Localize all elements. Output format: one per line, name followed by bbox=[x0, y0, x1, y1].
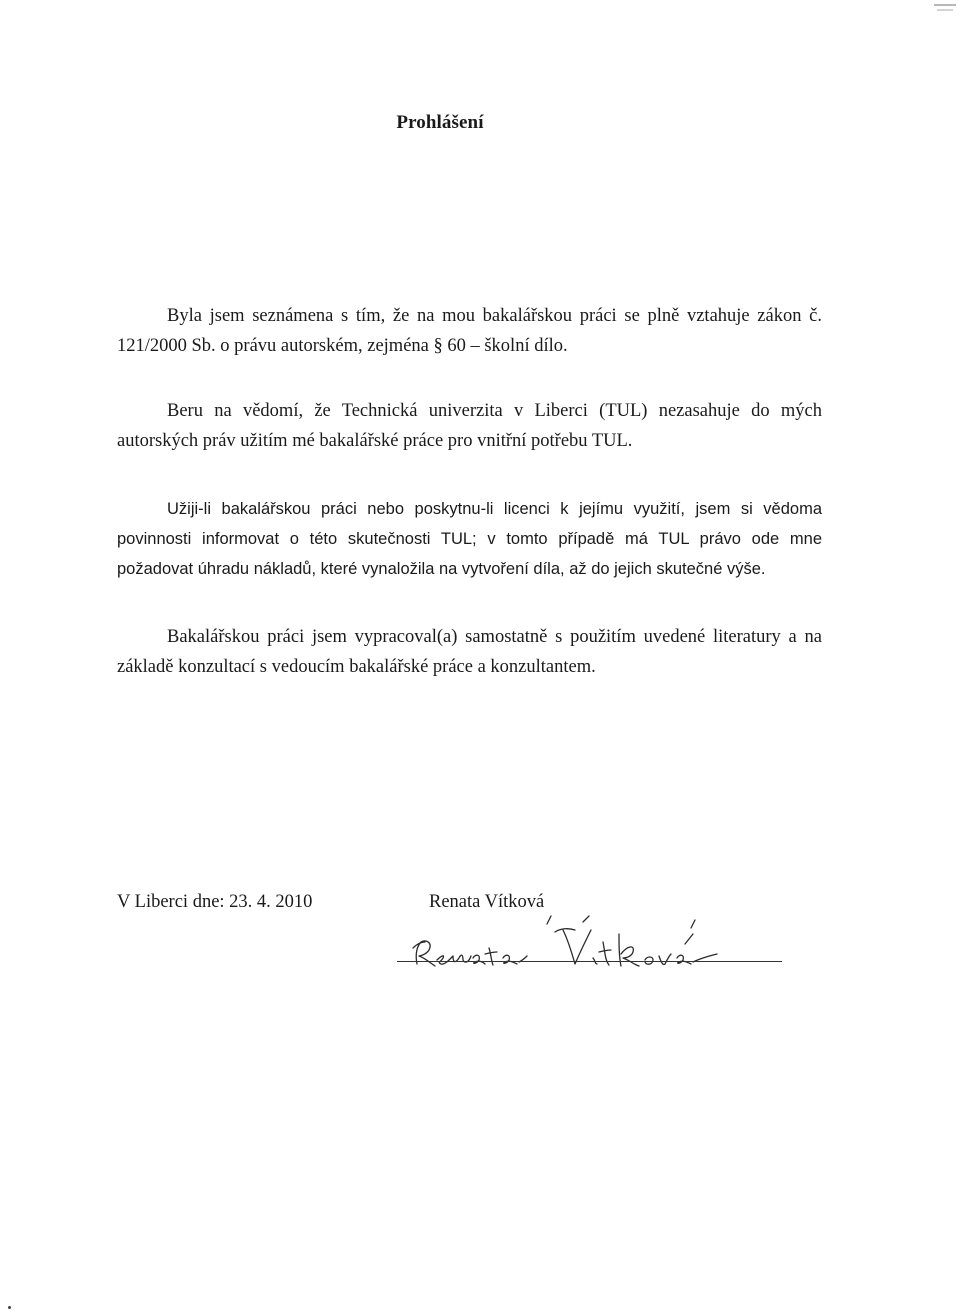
place-and-date: V Liberci dne: 23. 4. 2010 bbox=[117, 892, 313, 912]
scan-dot-artifact bbox=[8, 1306, 11, 1309]
paragraph-line: povinnosti informovat o této skutečnosti TUL; v tomto případě má TUL právo ode mne bbox=[117, 530, 822, 548]
paragraph-independent-work bbox=[117, 622, 822, 682]
document-title: Prohlášení bbox=[396, 112, 484, 133]
paragraph-line: 121/2000 Sb. o právu autorském, zejména § 60 – školní dílo. bbox=[117, 336, 568, 356]
scan-artifact-mark bbox=[934, 4, 956, 6]
paragraph-copyright-act bbox=[117, 301, 822, 361]
scan-artifact-mark-secondary bbox=[937, 9, 953, 11]
paragraph-line: Beru na vědomí, že Technická univerzita v Liberci (TUL) nezasahuje do mých bbox=[167, 401, 822, 421]
signature-block bbox=[117, 892, 817, 972]
paragraph-line: autorských práv užitím mé bakalářské práce pro vnitřní potřebu TUL. bbox=[117, 431, 633, 451]
paragraph-line: Byla jsem seznámena s tím, že na mou bakalářskou práci se plně vztahuje zákon č. bbox=[167, 306, 822, 326]
handwritten-signature bbox=[405, 912, 775, 968]
signer-name: Renata Vítková bbox=[429, 892, 545, 912]
signature-underline bbox=[397, 961, 782, 962]
paragraph-line: požadovat úhradu nákladů, které vynaložila na vytvoření díla, až do jejich skutečné výše. bbox=[117, 560, 766, 578]
paragraph-line: Bakalářskou práci jsem vypracoval(a) samostatně s použitím uvedené literatury a na bbox=[167, 627, 822, 647]
paragraph-line: základě konzultací s vedoucím bakalářské práce a konzultantem. bbox=[117, 657, 596, 677]
paragraph-line: Užiji-li bakalářskou práci nebo poskytnu-li licenci k jejímu využití, jsem si vědoma bbox=[167, 500, 822, 518]
paragraph-license-obligation bbox=[117, 494, 822, 584]
paragraph-tul-rights bbox=[117, 396, 822, 456]
